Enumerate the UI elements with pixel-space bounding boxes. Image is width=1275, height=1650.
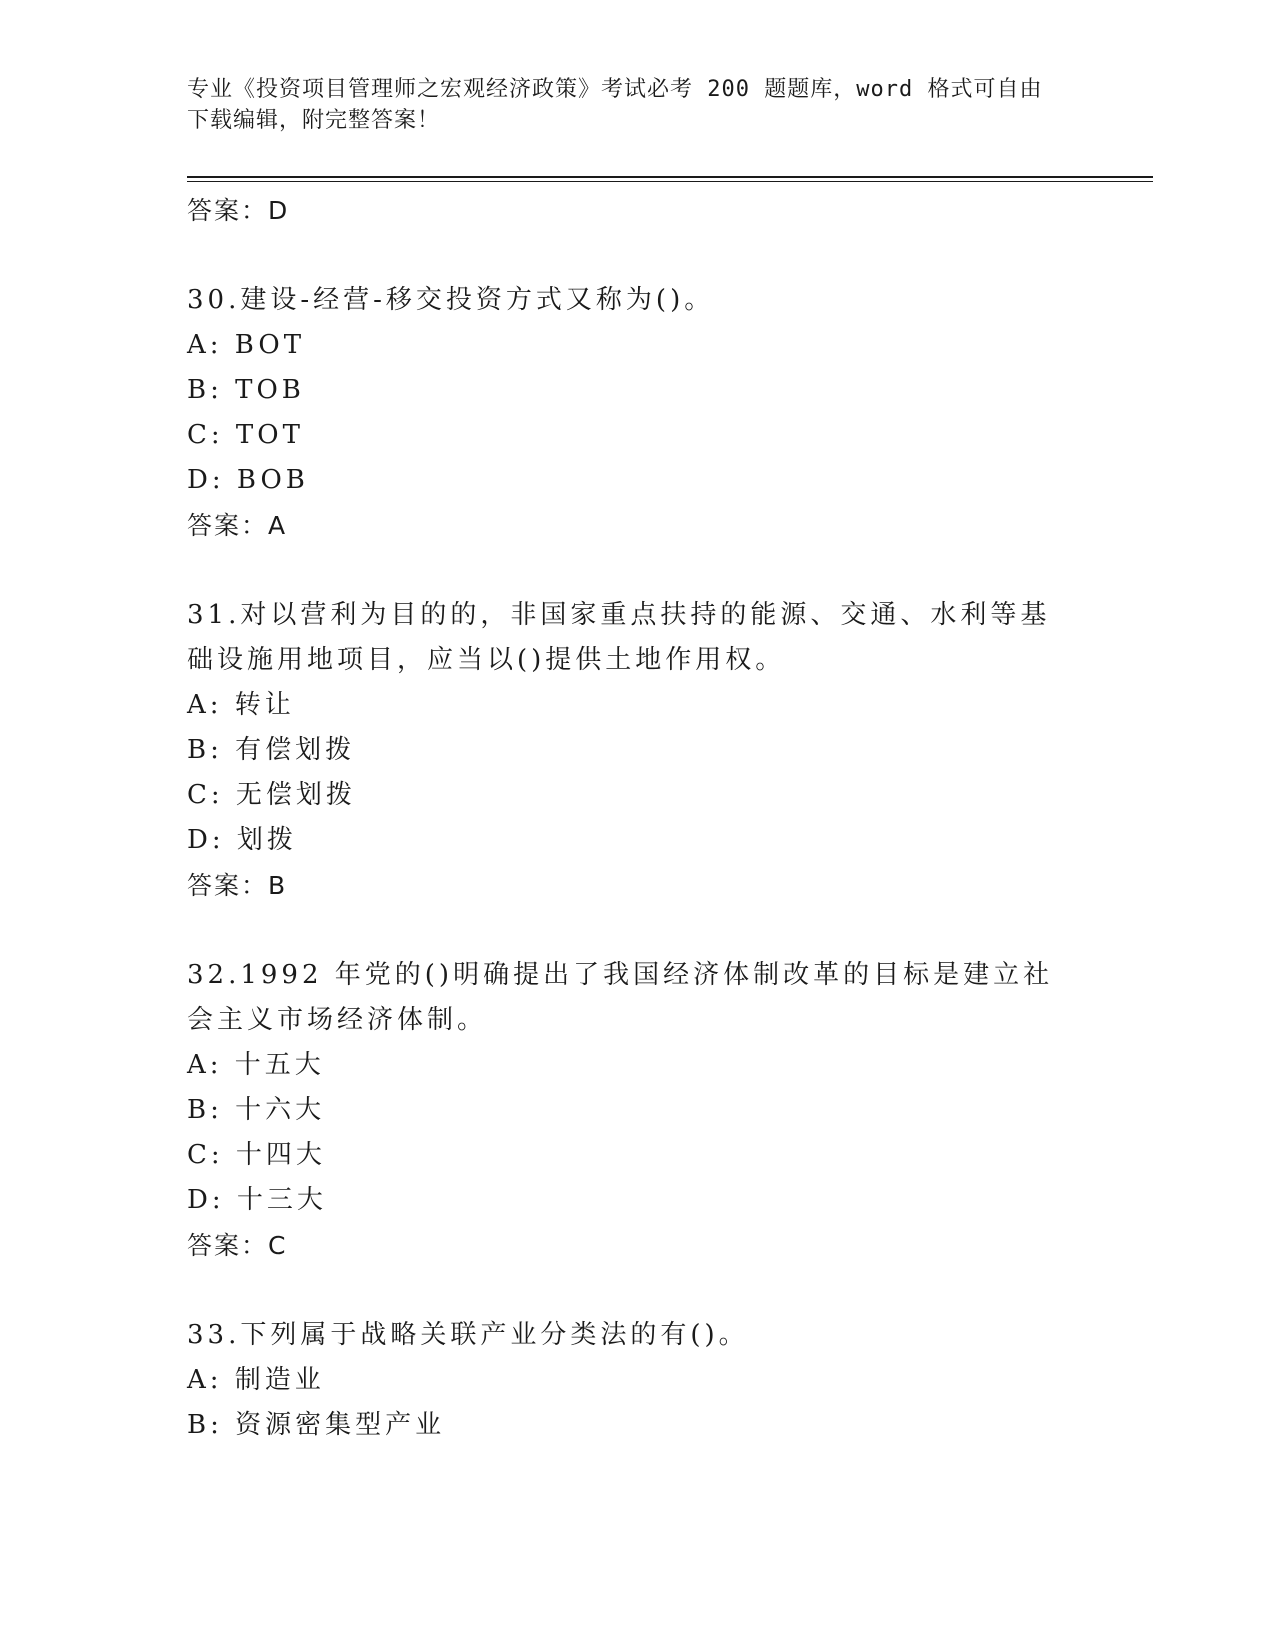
answer-line: 答案：D (187, 196, 290, 225)
answer-line: 答案：C (187, 1231, 288, 1260)
question-stem: 33.下列属于战略关联产业分类法的有()。 (187, 1320, 749, 1350)
answer-line: 答案：A (187, 511, 288, 540)
question-32 (187, 953, 1087, 1269)
question-33 (187, 1313, 1087, 1448)
question-stem: 32.1992 年党的()明确提出了我国经济体制改革的目标是建立社会主义市场经济体制。 (187, 960, 1054, 1035)
question-stem: 31.对以营利为目的的，非国家重点扶持的能源、交通、水利等基础设施用地项目，应当以()提供土地作用权。 (187, 600, 1051, 675)
option-a: A: 制造业 (187, 1365, 325, 1395)
option-b: B: 资源密集型产业 (187, 1410, 446, 1440)
option-d: D: 十三大 (187, 1185, 327, 1215)
option-c: C: 十四大 (187, 1140, 326, 1170)
header-line-2: 下载编辑，附完整答案！ (187, 108, 441, 133)
option-b: B: 有偿划拨 (187, 735, 356, 765)
header-line-1: 专业《投资项目管理师之宏观经济政策》考试必考 200 题题库，word 格式可自由 (187, 77, 1043, 102)
option-b: B: TOB (187, 375, 305, 405)
option-d: D: BOB (187, 465, 309, 495)
document-header (187, 74, 1067, 136)
header-divider (187, 176, 1153, 182)
option-a: A: BOT (187, 330, 306, 360)
option-a: A: 十五大 (187, 1050, 325, 1080)
question-list (187, 188, 1087, 1448)
question-30 (187, 278, 1087, 549)
answer-line: 答案：B (187, 871, 288, 900)
option-d: D: 划拨 (187, 825, 297, 855)
option-b: B: 十六大 (187, 1095, 326, 1125)
option-c: C: TOT (187, 420, 304, 450)
option-c: C: 无偿划拨 (187, 780, 356, 810)
question-stem: 30.建设-经营-移交投资方式又称为()。 (187, 285, 715, 315)
question-31 (187, 593, 1087, 909)
option-a: A: 转让 (187, 690, 295, 720)
